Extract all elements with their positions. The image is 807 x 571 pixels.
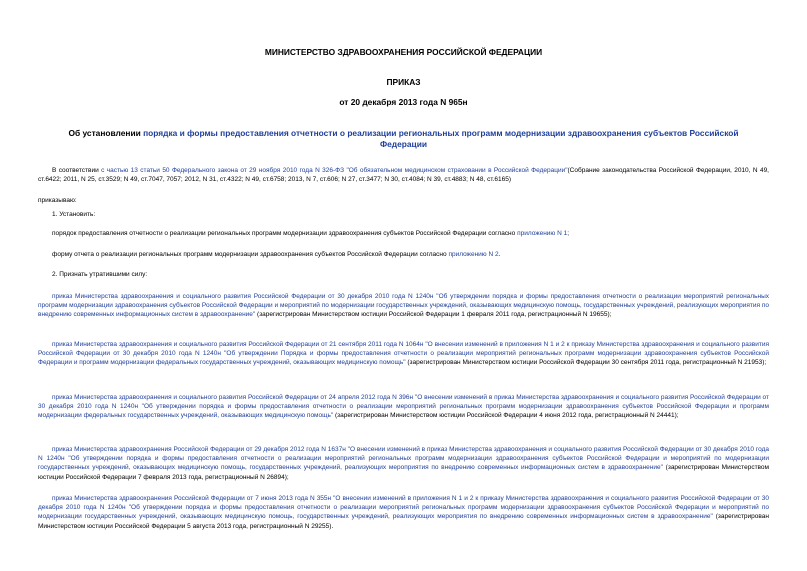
preamble-law-link[interactable]: с частью 13 статьи 50 Федерального закона от 29 ноября 2010 года N 326-ФЗ "Об обязательном медицинском страховании в Российской Федерации" xyxy=(101,167,568,174)
doc-type-heading: ПРИКАЗ xyxy=(386,77,421,87)
repealed-item xyxy=(38,494,769,531)
repealed-item xyxy=(38,393,769,421)
repealed-registration: (зарегистрирован Министерством юстиции Российской Федерации 30 сентября 2011 года, регистрационный N 21953); xyxy=(405,359,767,367)
order-word: приказываю: xyxy=(38,197,77,204)
repealed-order-link[interactable]: приказ Министерства здравоохранения и социального развития Российской Федерации от 30 декабря 2010 года N 1240н "Об утверждении порядка и формы предоставления отчетности о реализации мероприятий региональных программ модернизации здравоохранения субъектов Российской Федерации и мероприятий по модернизации государственных учреждений, оказывающих медицинскую помощь, государственных учреждений, реализующих мероприятия по внедрению современных информационных систем в здравоохранение" xyxy=(38,293,769,319)
item-2: 2. Признать утратившими силу: xyxy=(52,271,148,278)
preamble-paragraph xyxy=(38,166,769,184)
title-link[interactable]: порядка и формы предоставления отчетности о реализации региональных программ модернизации здравоохранения субъектов Российской Федерации xyxy=(143,128,739,149)
ministry-heading: МИНИСТЕРСТВО ЗДРАВООХРАНЕНИЯ РОССИЙСКОЙ ФЕДЕРАЦИИ xyxy=(264,47,543,57)
item-1a-end: ; xyxy=(567,230,570,237)
item-1a xyxy=(38,229,769,238)
doc-date-number: от 20 декабря 2013 года N 965н xyxy=(339,97,468,107)
appendix-2-link[interactable]: приложению N 2 xyxy=(448,251,499,258)
repealed-order-link[interactable]: приказ Министерства здравоохранения и социального развития Российской Федерации от 21 сентября 2011 года N 1064н "О внесении изменений в приложения N 1 и 2 к приказу Министерства здравоохранения и социального развития Российской Федерации от 30 декабря 2010 года N 1240н "Об утверждении Порядка и формы предоставления отчетности о реализации мероприятий региональных программ модернизации здравоохранения субъектов Российской Федерации и программ модернизации федеральных государственных учреждений, оказывающих медицинскую помощь" xyxy=(38,341,769,367)
title-prefix: Об установлении xyxy=(68,128,144,138)
appendix-1-link[interactable]: приложению N 1 xyxy=(517,230,568,237)
preamble-start: В соответствии xyxy=(52,167,102,174)
item-1a-text: порядок предоставления отчетности о реализации региональных программ модернизации здравоохранения субъектов Российской Федерации согласно xyxy=(52,230,518,237)
preamble-rest: (Собрание законодательства Российской Федерации, 2010, N 49, ст.6422; 2011, N 25, ст.3529; N 49, ст.7047, 7057; 2012, N 31, ст.4322; N 49, ст.6758; 2013, N 7, ст.606; N 27, ст.3477; N 30, ст.4084; N 39, ст.4883; N 48, ст.6165) xyxy=(38,167,769,184)
repealed-order-link[interactable]: приказ Министерства здравоохранения и социального развития Российской Федерации от 24 апреля 2012 года N 396н "О внесении изменений в приказ Министерства здравоохранения и социального развития Российской Федерации от 30 декабря 2010 года N 1240н "Об утверждении порядка и формы предоставления отчетности о реализации мероприятий региональных программ модернизации здравоохранения субъектов Российской Федерации и программ модернизации федеральных государственных учреждений, оказывающих медицинскую помощь" xyxy=(38,394,769,420)
repealed-item xyxy=(38,445,769,482)
repealed-registration: (зарегистрирован Министерством юстиции Российской Федерации 1 февраля 2011 года, регистрационный N 19655); xyxy=(255,311,612,319)
document-title xyxy=(60,128,747,150)
item-1b-text: форму отчета о реализации региональных программ модернизации здравоохранения субъектов Российской Федерации согласно xyxy=(52,251,449,258)
repealed-registration: (зарегистрирован Министерством юстиции Российской Федерации 4 июня 2012 года, регистрационный N 24441); xyxy=(333,412,679,420)
repealed-item xyxy=(38,340,769,368)
repealed-order-link[interactable]: приказ Министерства здравоохранения Российской Федерации от 29 декабря 2012 года N 1637н "О внесении изменений в приказ Министерства здравоохранения и социального развития Российской Федерации от 30 декабря 2010 года N 1240н "Об утверждении порядка и формы предоставления отчетности о реализации мероприятий региональных программ модернизации здравоохранения субъектов Российской Федерации и мероприятий по модернизации государственных учреждений, оказывающих медицинскую помощь, государственных учреждений, реализующих мероприятия по внедрению современных информационных систем в здравоохранение" xyxy=(38,446,769,472)
item-1b-end: . xyxy=(498,251,501,258)
repealed-registration: (зарегистрирован Министерством юстиции Российской Федерации 5 августа 2013 года, регистрационный N 29255). xyxy=(38,513,769,530)
item-1b xyxy=(38,250,769,259)
repealed-item xyxy=(38,292,769,320)
item-1: 1. Установить: xyxy=(52,211,96,218)
repealed-registration: (зарегистрирован Министерством юстиции Российской Федерации 7 февраля 2013 года, регистрационный N 26894); xyxy=(38,464,770,481)
repealed-order-link[interactable]: приказ Министерства здравоохранения Российской Федерации от 7 июня 2013 года N 355н "О внесении изменений в приложения N 1 и 2 к приказу Министерства здравоохранения и социального развития Российской Федерации от 30 декабря 2010 года N 1240н "Об утверждении порядка и формы предоставления отчетности о реализации мероприятий региональных программ модернизации здравоохранения субъектов Российской Федерации и мероприятий по модернизации государственных учреждений, оказывающих медицинскую помощь, государственных учреждений, реализующих мероприятия по внедрению современных информационных систем в здравоохранение" xyxy=(38,495,769,521)
